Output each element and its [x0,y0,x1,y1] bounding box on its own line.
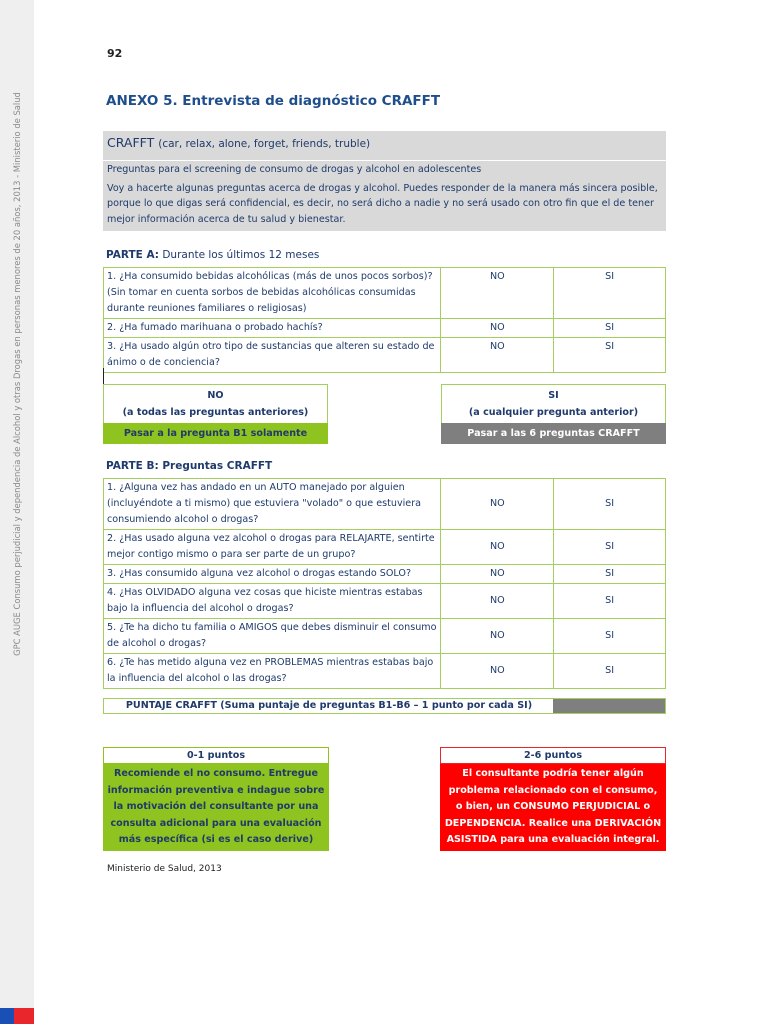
answer-no[interactable]: NO [441,268,554,319]
crafft-header [103,131,666,160]
answer-si[interactable]: SI [554,619,666,654]
part-a-table [103,267,666,373]
part-a-label: PARTE A: [106,249,159,261]
question-text: 3. ¿Has consumido alguna vez alcohol o drogas estando SOLO? [104,565,441,584]
answer-no[interactable]: NO [441,338,554,373]
answer-no[interactable]: NO [441,479,554,530]
decision-si-title: SI [548,390,559,401]
crafft-score-label: PUNTAJE CRAFFT (Suma puntaje de preguntas B1-B6 – 1 punto por cada SI) [125,700,533,711]
crafft-title: CRAFFT [107,135,155,150]
intro-paragraph: Voy a hacerte algunas preguntas acerca de drogas y alcohol. Puedes responder de la manera más sincera posible, porque lo que digas será confidencial, es decir, no será dicho a nadie y no será usado con otro fin que el de tener mejor información acerca de tu salud y bienestar. [107,182,658,225]
decision-si-action: Pasar a las 6 preguntas CRAFFT [441,423,666,444]
intro-line: Preguntas para el screening de consumo de drogas y alcohol en adolescentes [107,164,482,175]
flag-red-block [14,1008,34,1024]
answer-no[interactable]: NO [441,619,554,654]
table-row [104,654,666,689]
result-low-box [103,747,329,851]
answer-si[interactable]: SI [554,530,666,565]
question-text: 6. ¿Te has metido alguna vez en PROBLEMAS mientras estabas bajo la influencia del alcohol o las drogas? [104,654,441,689]
answer-si[interactable]: SI [554,268,666,319]
answer-no[interactable]: NO [441,584,554,619]
answer-si[interactable]: SI [554,479,666,530]
crafft-subtitle: (car, relax, alone, forget, friends, truble) [158,138,371,150]
result-high-text: El consultante podría tener algún problema relacionado con el consumo, o bien, un CONSUMO PERJUDICIAL o DEPENDENCIA. Realice una DERIVACIÓN ASISTIDA para una evaluación integral. [440,764,666,851]
question-text: 2. ¿Ha fumado marihuana o probado hachís? [104,319,441,338]
chile-flag-strip [0,1008,34,1024]
answer-si[interactable]: SI [554,319,666,338]
crafft-score-row [103,698,666,714]
question-text: 3. ¿Ha usado algún otro tipo de sustancias que alteren su estado de ánimo o de conciencia? [104,338,441,373]
table-row [104,319,666,338]
answer-si[interactable]: SI [554,654,666,689]
answer-si[interactable]: SI [554,338,666,373]
part-a-period: Durante los últimos 12 meses [162,249,320,261]
answer-no[interactable]: NO [441,530,554,565]
question-text: 5. ¿Te ha dicho tu familia o AMIGOS que debes disminuir el consumo de alcohol o drogas? [104,619,441,654]
question-text: 2. ¿Has usado alguna vez alcohol o drogas para RELAJARTE, sentirte mejor contigo mismo o para ser parte de un grupo? [104,530,441,565]
answer-no[interactable]: NO [441,654,554,689]
flag-blue-block [0,1008,14,1024]
part-a-title [106,249,319,261]
result-low-range: 0-1 puntos [103,747,329,764]
table-row [104,619,666,654]
footer-source: Ministerio de Salud, 2013 [107,864,222,874]
left-sidebar [0,0,34,1024]
result-high-range: 2-6 puntos [440,747,666,764]
table-row [104,530,666,565]
table-row [104,268,666,319]
question-text: 4. ¿Has OLVIDADO alguna vez cosas que hiciste mientras estabas bajo la influencia del alcohol o drogas? [104,584,441,619]
result-high-box [440,747,666,851]
text-cursor [103,368,104,384]
question-text: 1. ¿Ha consumido bebidas alcohólicas (más de unos pocos sorbos)? (Sin tomar en cuenta sorbos de bebidas alcohólicas consumidas durante reuniones familiares o religiosas) [104,268,441,319]
annex-title: ANEXO 5. Entrevista de diagnóstico CRAFFT [106,93,441,109]
table-row [104,338,666,373]
decision-no-header [103,384,328,423]
decision-no-box [103,384,328,444]
answer-no[interactable]: NO [441,565,554,584]
sidebar-vertical-text: GPC AUGE Consumo perjudicial y dependencia de Alcohol y otras Drogas en personas menores de 20 años, 2013 - Ministerio de Salud [12,92,22,656]
decision-no-action: Pasar a la pregunta B1 solamente [103,423,328,444]
crafft-score-field[interactable] [553,699,665,713]
decision-si-subtitle: (a cualquier pregunta anterior) [468,407,639,418]
decision-si-header [441,384,666,423]
table-row [104,565,666,584]
decision-si-box [441,384,666,444]
part-b-title: PARTE B: Preguntas CRAFFT [106,460,273,472]
result-low-text: Recomiende el no consumo. Entregue información preventiva e indague sobre la motivación del consultante por una consulta adicional para una evaluación más específica (si es el caso derive) [103,764,329,851]
intro-box [103,161,666,231]
part-b-table [103,478,666,689]
page-number: 92 [107,47,123,60]
decision-no-title: NO [207,390,224,401]
decision-no-subtitle: (a todas las preguntas anteriores) [122,407,309,418]
answer-si[interactable]: SI [554,584,666,619]
question-text: 1. ¿Alguna vez has andado en un AUTO manejado por alguien (incluyéndote a ti mismo) que estuviera "volado" o que estuviera consumiendo alcohol o drogas? [104,479,441,530]
answer-si[interactable]: SI [554,565,666,584]
answer-no[interactable]: NO [441,319,554,338]
table-row [104,479,666,530]
table-row [104,584,666,619]
